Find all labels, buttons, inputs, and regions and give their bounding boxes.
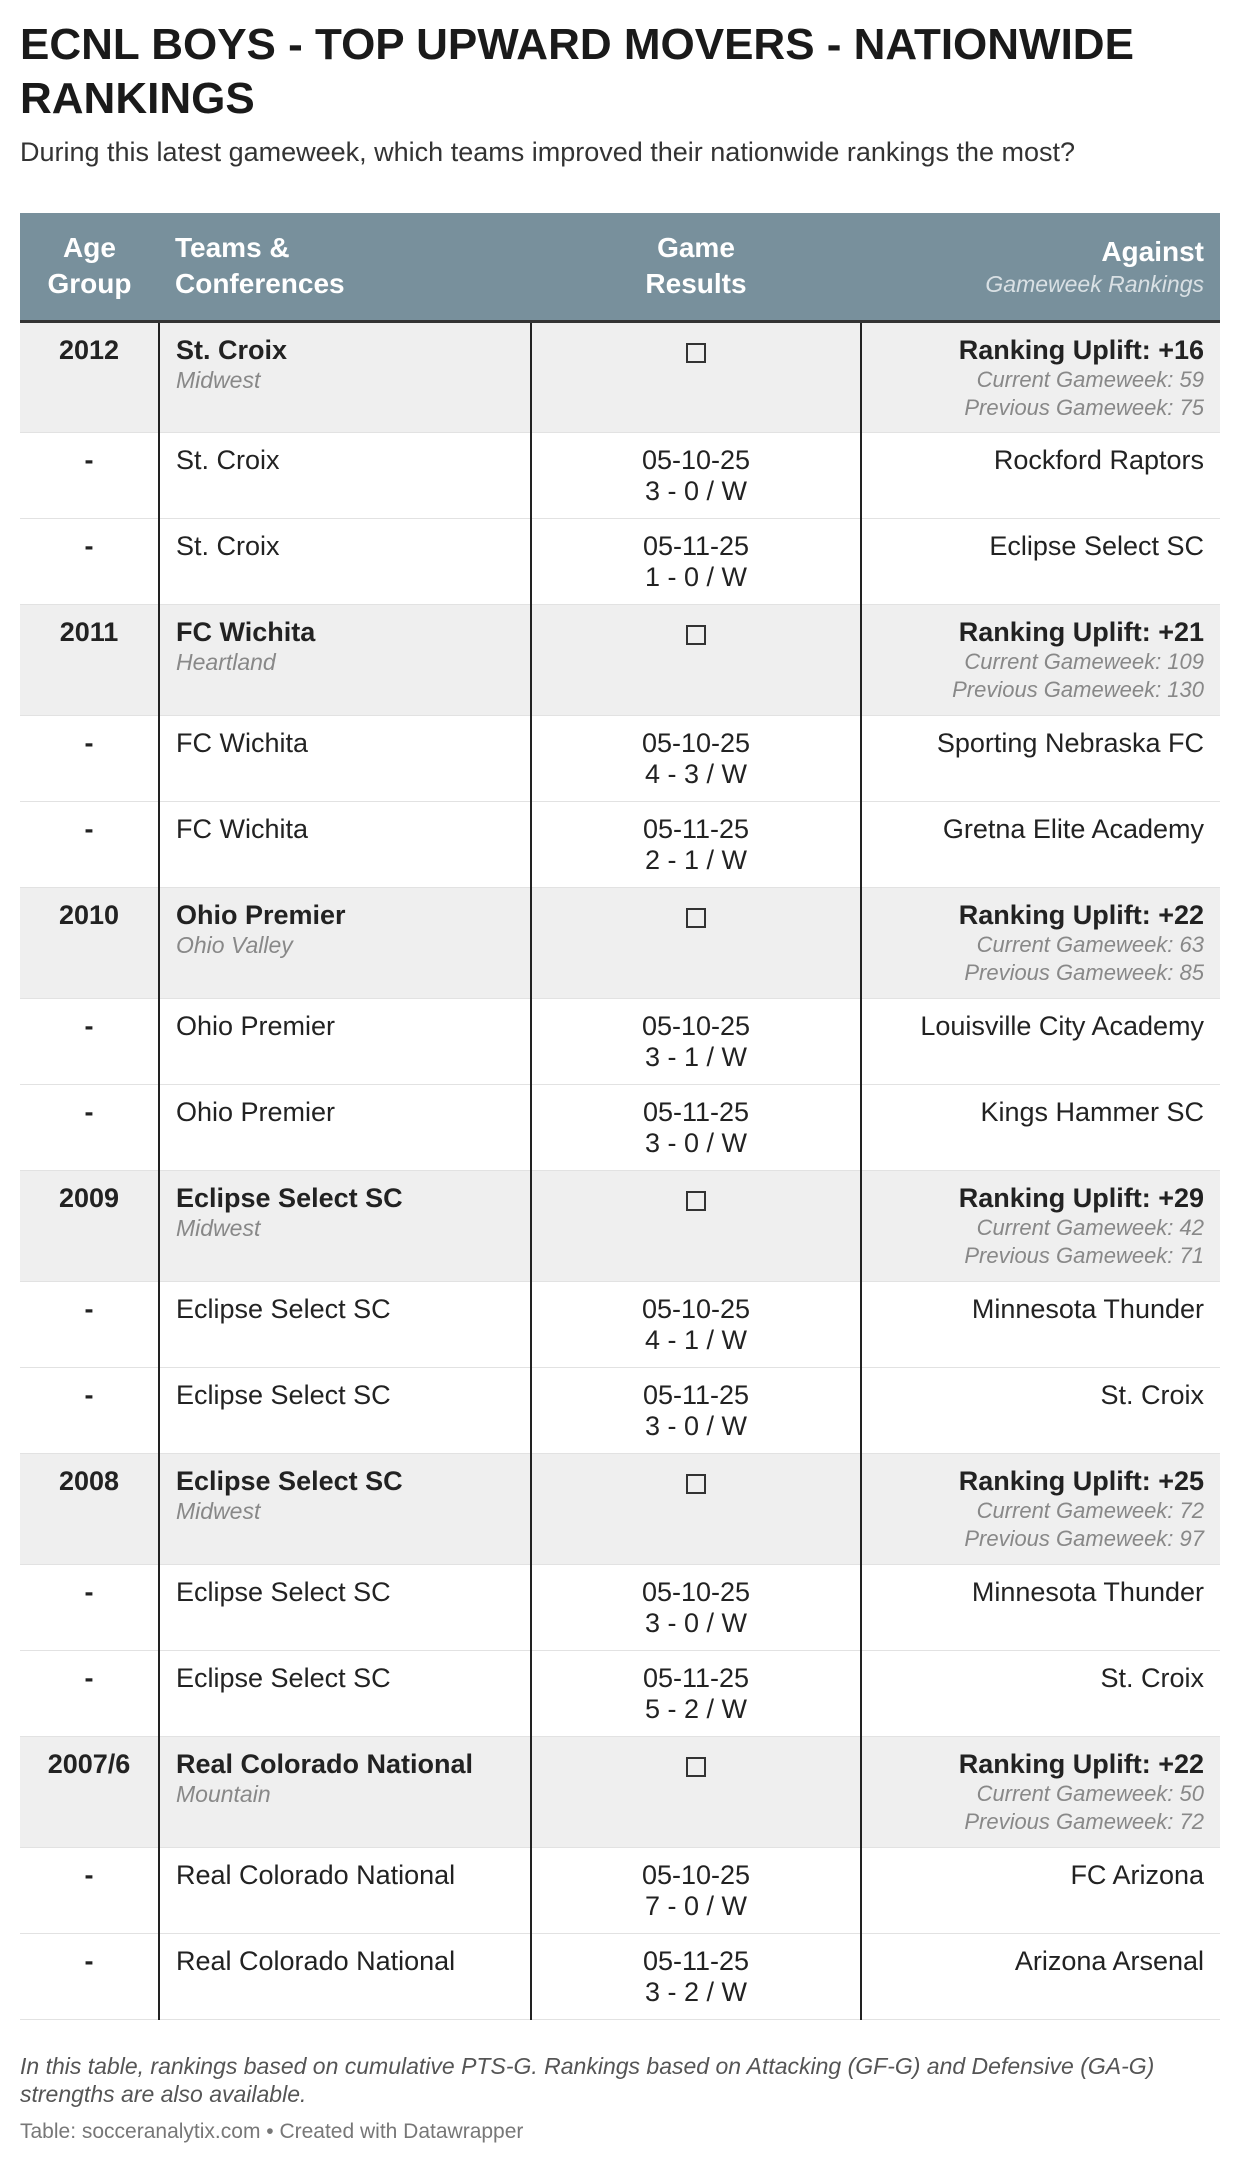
empty-box-icon [686,908,706,928]
opponent-name: St. Croix [1100,1379,1204,1410]
opponent-name: St. Croix [1100,1662,1204,1693]
empty-box-icon [686,1757,706,1777]
result-cell [531,432,861,518]
result-cell [531,604,861,715]
team-cell [159,1650,531,1736]
conference: Midwest [176,366,261,393]
opponent-cell [861,715,1220,801]
previous-gameweek: Previous Gameweek: 72 [964,1808,1204,1834]
empty-box-icon [686,1191,706,1211]
game-date: 05-10-25 [641,1293,751,1324]
game-score: 3 - 0 / W [644,475,747,506]
table-body [20,321,1220,2019]
page-subtitle: During this latest gameweek, which teams improved their nationwide rankings the most? [20,137,1076,167]
previous-gameweek: Previous Gameweek: 75 [964,394,1204,420]
previous-gameweek: Previous Gameweek: 130 [952,676,1204,702]
opponent-cell [861,518,1220,604]
game-score: 3 - 2 / W [644,1976,747,2007]
opponent-name: Arizona Arsenal [1014,1945,1204,1976]
result-cell [531,1367,861,1453]
ranking-cell [861,1170,1220,1281]
ranking-uplift: Ranking Uplift: +22 [958,1748,1204,1779]
age-group-cell [20,801,159,887]
conference: Midwest [176,1497,261,1524]
result-cell [531,1084,861,1170]
team-name: Eclipse Select SC [176,1182,403,1213]
game-date: 05-11-25 [642,530,750,561]
ranking-cell [861,321,1220,432]
age-group-cell [20,1650,159,1736]
age-group-cell [20,887,159,998]
opponent-name: FC Arizona [1070,1859,1204,1890]
team-cell [159,604,531,715]
header-results-line2: Results [645,268,747,300]
team-name: Real Colorado National [176,1945,456,1976]
team-name: Ohio Premier [176,899,346,930]
team-name: Eclipse Select SC [176,1293,391,1324]
age-group-cell [20,321,159,432]
current-gameweek: Current Gameweek: 72 [976,1497,1204,1523]
game-date: 05-10-25 [641,444,751,475]
table-row [20,1564,1220,1650]
opponent-cell [861,998,1220,1084]
team-cell [159,1933,531,2019]
age-group: 2010 [58,899,120,930]
empty-box-icon [686,1474,706,1494]
opponent-name: Louisville City Academy [920,1010,1204,1041]
game-date: 05-11-25 [642,1379,750,1410]
opponent-cell [861,1933,1220,2019]
table-row [20,1847,1220,1933]
summary-row [20,1453,1220,1564]
opponent-name: Eclipse Select SC [989,530,1204,561]
summary-row [20,887,1220,998]
column-header-against[interactable] [861,213,1220,321]
opponent-cell [861,1367,1220,1453]
age-group: 2007/6 [47,1748,131,1779]
ranking-uplift: Ranking Uplift: +21 [958,616,1204,647]
current-gameweek: Current Gameweek: 109 [964,648,1204,674]
table-row [20,1281,1220,1367]
footnote: In this table, rankings based on cumulative PTS-G. Rankings based on Attacking (GF-G) and Defensive (GA-G) strengths are also available. [20,2053,1155,2107]
opponent-cell [861,1281,1220,1367]
ranking-cell [861,1736,1220,1847]
opponent-cell [861,801,1220,887]
team-name: Eclipse Select SC [176,1576,391,1607]
age-group: 2012 [58,334,120,365]
result-cell [531,998,861,1084]
conference: Ohio Valley [176,931,293,958]
age-group: 2009 [58,1182,120,1213]
team-name: FC Wichita [176,616,316,647]
header-age-line2: Group [47,268,132,300]
result-cell [531,1170,861,1281]
team-cell [159,887,531,998]
team-name: Eclipse Select SC [176,1662,391,1693]
game-score: 4 - 3 / W [644,758,747,789]
age-group-cell [20,715,159,801]
age-placeholder: - [84,1859,94,1890]
opponent-cell [861,1847,1220,1933]
ranking-cell [861,1453,1220,1564]
age-group-cell [20,604,159,715]
team-cell [159,1170,531,1281]
team-cell [159,1367,531,1453]
opponent-name: Minnesota Thunder [971,1293,1204,1324]
summary-row [20,1736,1220,1847]
age-placeholder: - [84,1576,94,1607]
rankings-table [20,213,1220,2020]
team-name: St. Croix [176,530,280,561]
table-row [20,432,1220,518]
game-date: 05-10-25 [641,1576,751,1607]
column-header-age-group[interactable] [20,213,159,321]
result-cell [531,801,861,887]
team-cell [159,1736,531,1847]
team-name: Eclipse Select SC [176,1379,391,1410]
current-gameweek: Current Gameweek: 42 [976,1214,1204,1240]
age-placeholder: - [84,813,94,844]
game-score: 3 - 0 / W [644,1127,747,1158]
column-header-teams[interactable] [159,213,531,321]
result-cell [531,1650,861,1736]
previous-gameweek: Previous Gameweek: 71 [964,1242,1204,1268]
table-row [20,1933,1220,2019]
team-name: Ohio Premier [176,1010,336,1041]
ranking-uplift: Ranking Uplift: +25 [958,1465,1204,1496]
age-group: 2011 [59,616,119,647]
ranking-uplift: Ranking Uplift: +29 [958,1182,1204,1213]
table-row [20,1367,1220,1453]
team-cell [159,1847,531,1933]
page-title: ECNL BOYS - TOP UPWARD MOVERS - NATIONWIDE RANKINGS [20,20,1134,123]
ranking-cell [861,887,1220,998]
team-name: FC Wichita [176,813,309,844]
age-placeholder: - [84,1096,94,1127]
game-date: 05-10-25 [641,727,751,758]
team-cell [159,1453,531,1564]
game-score: 1 - 0 / W [644,561,747,592]
game-score: 3 - 1 / W [644,1041,747,1072]
game-score: 2 - 1 / W [644,844,747,875]
age-group-cell [20,998,159,1084]
empty-box-icon [686,343,706,363]
age-group-cell [20,1170,159,1281]
result-cell [531,715,861,801]
current-gameweek: Current Gameweek: 63 [976,931,1204,957]
result-cell [531,1736,861,1847]
table-row [20,715,1220,801]
summary-row [20,321,1220,432]
table-row [20,998,1220,1084]
header-age-line1: Age [63,232,116,264]
column-header-game-results[interactable] [531,213,861,321]
team-name: Real Colorado National [176,1748,474,1779]
team-cell [159,432,531,518]
team-name: Real Colorado National [176,1859,456,1890]
game-date: 05-10-25 [641,1010,751,1041]
age-group: 2008 [58,1465,120,1496]
result-cell [531,321,861,432]
age-group-cell [20,1736,159,1847]
age-group-cell [20,432,159,518]
game-score: 5 - 2 / W [644,1693,747,1724]
age-placeholder: - [84,1945,94,1976]
game-date: 05-11-25 [642,1945,750,1976]
game-score: 3 - 0 / W [644,1410,747,1441]
age-placeholder: - [84,1379,94,1410]
opponent-name: Sporting Nebraska FC [936,727,1204,758]
age-placeholder: - [84,1662,94,1693]
summary-row [20,1170,1220,1281]
opponent-cell [861,1650,1220,1736]
conference: Mountain [176,1780,271,1807]
conference: Midwest [176,1214,261,1241]
age-group-cell [20,1367,159,1453]
header-results-line1: Game [657,232,735,264]
game-date: 05-10-25 [641,1859,751,1890]
conference: Heartland [176,648,276,675]
age-group-cell [20,1281,159,1367]
age-placeholder: - [84,1010,94,1041]
result-cell [531,1564,861,1650]
opponent-name: Gretna Elite Academy [942,813,1204,844]
previous-gameweek: Previous Gameweek: 85 [964,959,1204,985]
header-against-sub: Gameweek Rankings [985,271,1204,298]
result-cell [531,1933,861,2019]
result-cell [531,1281,861,1367]
team-name: FC Wichita [176,727,309,758]
age-group-cell [20,1084,159,1170]
team-cell [159,801,531,887]
age-group-cell [20,518,159,604]
opponent-name: Rockford Raptors [993,444,1204,475]
opponent-name: Kings Hammer SC [980,1096,1204,1127]
header-team-line1: Teams & [175,232,290,264]
team-cell [159,1281,531,1367]
game-score: 3 - 0 / W [644,1607,747,1638]
result-cell [531,1847,861,1933]
team-cell [159,1564,531,1650]
table-row [20,518,1220,604]
game-score: 4 - 1 / W [644,1324,747,1355]
table-row [20,801,1220,887]
age-placeholder: - [84,530,94,561]
game-date: 05-11-25 [642,813,750,844]
previous-gameweek: Previous Gameweek: 97 [964,1525,1204,1551]
current-gameweek: Current Gameweek: 50 [976,1780,1204,1806]
result-cell [531,518,861,604]
age-group-cell [20,1847,159,1933]
game-date: 05-11-25 [642,1662,750,1693]
team-cell [159,321,531,432]
team-cell [159,998,531,1084]
team-name: St. Croix [176,444,280,475]
age-placeholder: - [84,1293,94,1324]
summary-row [20,604,1220,715]
ranking-cell [861,604,1220,715]
opponent-name: Minnesota Thunder [971,1576,1204,1607]
team-cell [159,1084,531,1170]
team-name: St. Croix [176,334,288,365]
age-placeholder: - [84,727,94,758]
game-score: 7 - 0 / W [644,1890,747,1921]
table-row [20,1084,1220,1170]
opponent-cell [861,1084,1220,1170]
table-row [20,1650,1220,1736]
table-header [20,213,1220,321]
header-against: Against [1101,236,1204,268]
team-name: Eclipse Select SC [176,1465,403,1496]
team-name: Ohio Premier [176,1096,336,1127]
game-date: 05-11-25 [642,1096,750,1127]
age-placeholder: - [84,444,94,475]
source-credit: Table: socceranalytix.com • Created with Datawrapper [20,2120,524,2143]
header-team-line2: Conferences [175,268,345,300]
opponent-cell [861,1564,1220,1650]
opponent-cell [861,432,1220,518]
current-gameweek: Current Gameweek: 59 [976,366,1204,392]
result-cell [531,1453,861,1564]
age-group-cell [20,1453,159,1564]
age-group-cell [20,1564,159,1650]
team-cell [159,715,531,801]
ranking-uplift: Ranking Uplift: +22 [958,899,1204,930]
team-cell [159,518,531,604]
ranking-uplift: Ranking Uplift: +16 [958,334,1204,365]
empty-box-icon [686,625,706,645]
age-group-cell [20,1933,159,2019]
result-cell [531,887,861,998]
